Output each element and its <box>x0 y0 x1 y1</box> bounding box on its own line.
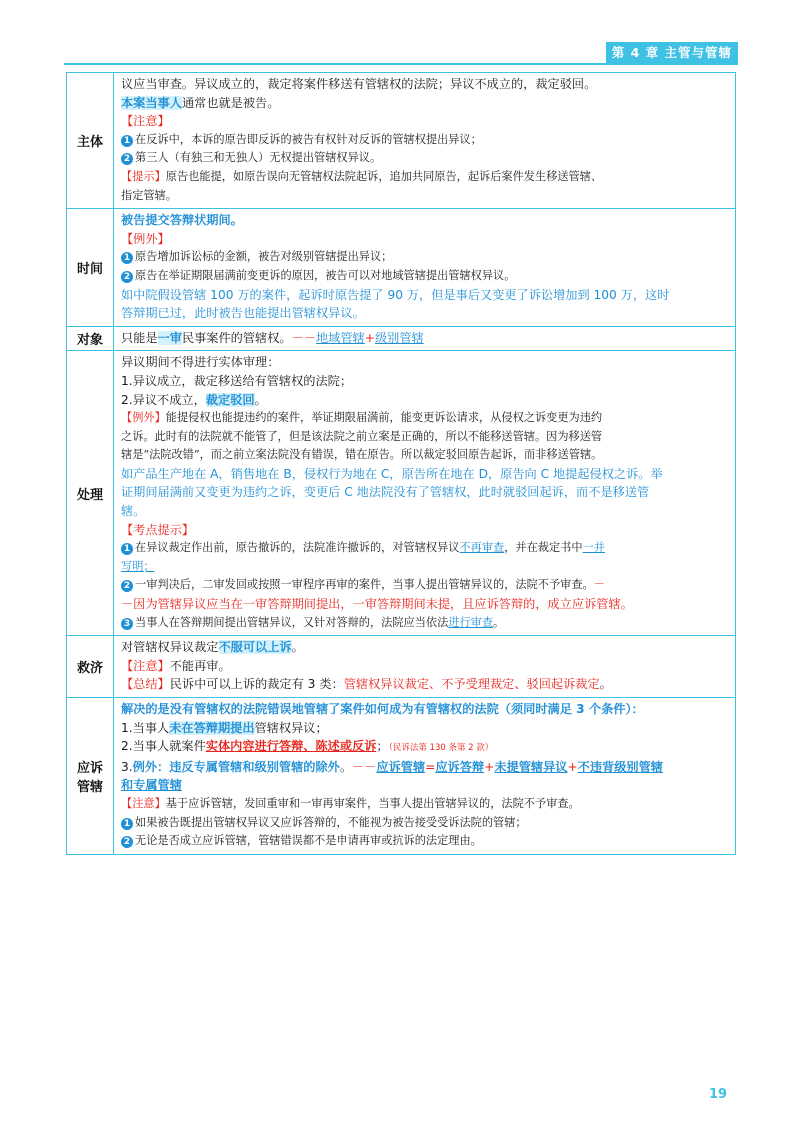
text-span: 实体内容进行答辩、陈述或反诉 <box>205 739 377 754</box>
circled-number: 1 <box>121 543 133 555</box>
highlight-term: 不服可以上诉 <box>218 640 292 655</box>
text-span: 基于应诉管辖，发回重审和一审再审案件，当事人提出管辖异议的，法院不予审查。 <box>165 796 580 810</box>
row-label-time: 时间 <box>67 209 114 327</box>
exception-tag: 【例外】 <box>121 411 166 425</box>
text-span: 管辖权异议； <box>254 720 328 735</box>
text-span: 应诉管辖 <box>376 759 426 774</box>
row-label-object: 对象 <box>67 326 114 351</box>
text-line <box>121 638 729 657</box>
text-span: 未提管辖异议 <box>494 759 568 774</box>
row-label-relief: 救济 <box>67 636 114 698</box>
header-rule <box>64 63 738 65</box>
plus-mark: + <box>364 330 375 345</box>
label-line: 应诉 <box>76 760 103 776</box>
highlight-term: 一审 <box>157 330 182 345</box>
list-item <box>121 267 729 286</box>
text-span: 第三人（有独三和无独人）无权提出管辖权异议。 <box>135 151 382 165</box>
exception-line <box>121 409 729 428</box>
text-span: 对管辖权异议裁定 <box>121 640 219 655</box>
dash-mark: － <box>593 578 605 592</box>
list-item-continued: 写明； <box>121 559 155 573</box>
table-row-object <box>67 326 736 351</box>
circled-number: 1 <box>121 818 133 830</box>
text-span: 进行审查 <box>448 615 494 629</box>
row-content-response-jurisdiction <box>114 698 736 855</box>
table-row-handling <box>67 351 736 636</box>
summary-line <box>121 675 729 694</box>
list-item <box>121 576 729 595</box>
text-span: 在异议裁定作出前，原告撤诉的，法院准许撤诉的，对管辖权异议 <box>135 541 460 555</box>
exception-tag: 【例外】 <box>121 231 170 246</box>
list-item-continued: －因为管辖异议应当在一审答辩期间提出，一审答辩期间未提，且应诉答辩的，成立应诉管辖。 <box>121 597 633 612</box>
text-span: 原告增加诉讼标的金额，被告对级别管辖提出异议； <box>135 250 393 264</box>
text-span: 一审判决后，二审发回或按照一审程序再审的案件，当事人提出管辖异议的，法院不予审查。 <box>135 578 594 592</box>
note-tag: 【注意】 <box>121 114 170 129</box>
text-line <box>121 758 729 777</box>
note-tag: 【注意】 <box>121 658 170 673</box>
text-span: 。 <box>599 677 612 692</box>
circled-number: 3 <box>121 618 133 630</box>
text-line <box>121 391 729 410</box>
exception-line: 之诉。此时有的法院就不能管了，但是该法院之前立案是正确的，所以不能移送管辖。因为移送管 <box>121 429 603 443</box>
text-line: 解决的是没有管辖权的法院错误地管辖了案件如何成为有管辖权的法院（须同时满足 3 个条件）： <box>121 702 644 716</box>
circled-number: 2 <box>121 271 133 283</box>
chapter-label: 第 4 章 主管与管辖 <box>606 42 738 63</box>
list-item <box>121 131 729 150</box>
example-line: 如产品生产地在 A，销售地在 B，侵权行为地在 C，原告所在地在 D，原告向 C 地提起侵权之诉。举 <box>121 466 663 481</box>
list-item <box>121 539 729 558</box>
circled-number: 1 <box>121 252 133 264</box>
text-span: 民事案件的管辖权。 <box>181 330 292 345</box>
text-span: 在反诉中，本诉的原告即反诉的被告有权针对反诉的管辖权提出异议； <box>135 132 482 146</box>
text-span: 当事人在答辩期间提出管辖异议，又针对答辩的，法院应当依法 <box>135 615 449 629</box>
row-label-handling: 处理 <box>67 351 114 636</box>
page-number: 19 <box>708 1087 728 1102</box>
circled-number: 2 <box>121 836 133 848</box>
dash-mark: －－ <box>352 759 377 774</box>
text-span: 无论是否成立应诉管辖，管辖错误都不是申请再审或抗诉的法定理由。 <box>135 834 482 848</box>
list-item <box>121 814 729 833</box>
example-line: 证期间届满前又变更为违约之诉，变更后 C 地法院没有了管辖权，此时就驳回起诉，而不是移送管 <box>121 485 650 500</box>
text-span: 不再审查 <box>459 541 505 555</box>
table-row-response-jurisdiction <box>67 698 736 855</box>
text-span: 只能是 <box>121 330 158 345</box>
circled-number: 2 <box>121 580 133 592</box>
row-label-response-jurisdiction <box>67 698 114 855</box>
text-span: 。 <box>291 640 304 655</box>
example-line: 辖。 <box>121 504 146 519</box>
text-span: 应诉答辩 <box>435 759 485 774</box>
equals-mark: = <box>425 759 436 774</box>
list-item <box>121 248 729 267</box>
text-span: 能提侵权也能提违约的案件，举证期限届满前，能变更诉讼请求，从侵权之诉变更为违约 <box>165 411 603 425</box>
row-content-subject <box>114 73 736 209</box>
list-item <box>121 832 729 851</box>
highlight-term: 未在答辩期提出 <box>169 720 255 735</box>
table-row-time <box>67 209 736 327</box>
text-span: 管辖权异议裁定、不予受理裁定、驳回起诉裁定 <box>343 677 600 692</box>
text-span: 2.当事人就案件 <box>121 739 206 754</box>
text-span: 不违背级别管辖 <box>577 759 663 774</box>
citation: （民诉法第 130 条第 2 款） <box>388 743 494 754</box>
highlight-term: 裁定驳回 <box>205 392 255 407</box>
text-line: 和专属管辖 <box>121 778 182 793</box>
text-line <box>121 719 729 738</box>
table-row-relief <box>67 636 736 698</box>
text-span: 如果被告既提出管辖权异议又应诉答辩的，不能视为被告接受受诉法院的管辖； <box>135 815 527 829</box>
circled-number: 1 <box>121 135 133 147</box>
text-span: 通常也就是被告。 <box>181 95 280 110</box>
text-line: 议应当审查。异议成立的，裁定将案件移送有管辖权的法院；异议不成立的，裁定驳回。 <box>121 77 597 91</box>
text-span: 1.当事人 <box>121 720 170 735</box>
note-tag: 【注意】 <box>121 796 166 810</box>
text-span: 一并 <box>582 541 605 555</box>
row-content-object <box>114 326 736 351</box>
row-content-handling <box>114 351 736 636</box>
circled-number: 2 <box>121 153 133 165</box>
text-span: 原告也能提，如原告误向无管辖权法院起诉，追加共同原告，起诉后案件发生移送管辖、 <box>165 169 603 183</box>
text-span: 不能再审。 <box>169 658 231 673</box>
key-point-tag: 【考点提示】 <box>121 522 195 537</box>
text-span: ； <box>376 739 389 754</box>
text-span: 级别管辖 <box>374 330 424 345</box>
dash-mark: －－ <box>291 330 316 345</box>
plus-mark: + <box>484 759 495 774</box>
text-span: 地域管辖 <box>316 330 365 345</box>
highlight-term: 本案当事人 <box>121 95 182 110</box>
tip-tag: 【提示】 <box>121 169 166 183</box>
row-content-time <box>114 209 736 327</box>
text-line: 1.异议成立，裁定移送给有管辖权的法院； <box>121 373 353 388</box>
jurisdiction-objection-table <box>66 72 736 855</box>
note-line <box>121 795 729 814</box>
list-item <box>121 149 729 168</box>
summary-tag: 【总结】 <box>121 677 170 692</box>
exception-line: 辖是“法院改错”，而之前立案法院没有错误，错在原告。所以裁定驳回原告起诉，而非移送管辖。 <box>121 448 603 462</box>
row-content-relief <box>114 636 736 698</box>
text-line <box>121 94 729 113</box>
text-span: 2.异议不成立， <box>121 392 206 407</box>
text-span: 原告在举证期限届满前变更诉的原因，被告可以对地域管辖提出管辖权异议。 <box>135 268 516 282</box>
page-header <box>0 42 800 64</box>
tip-line <box>121 168 729 187</box>
text-span: 3. <box>121 759 133 774</box>
text-line <box>121 329 729 348</box>
plus-mark: + <box>567 759 578 774</box>
text-line: 被告提交答辩状期间。 <box>121 213 243 228</box>
text-span: 。 <box>493 615 505 629</box>
tip-line: 指定管辖。 <box>121 188 177 202</box>
example-line: 答辩期已过，此时被告也能提出管辖权异议。 <box>121 306 365 321</box>
label-line: 管辖 <box>76 779 103 795</box>
table-row-subject <box>67 73 736 209</box>
text-span: 。 <box>339 759 353 774</box>
text-span: 民诉中可以上诉的裁定有 3 类： <box>169 677 344 692</box>
note-line <box>121 657 729 676</box>
text-span: 。 <box>254 392 267 407</box>
example-line: 如中院假设管辖 100 万的案件，起诉时原告提了 90 万，但是事后又变更了诉讼增加到 100 万，这时 <box>121 287 670 302</box>
row-label-subject: 主体 <box>67 73 114 209</box>
text-span: ，并在裁定书中 <box>504 541 583 555</box>
text-span: 例外：违反专属管辖和级别管辖的除外 <box>132 759 340 774</box>
text-line <box>121 737 729 758</box>
list-item <box>121 614 729 633</box>
text-line: 异议期间不得进行实体审理： <box>121 355 280 370</box>
